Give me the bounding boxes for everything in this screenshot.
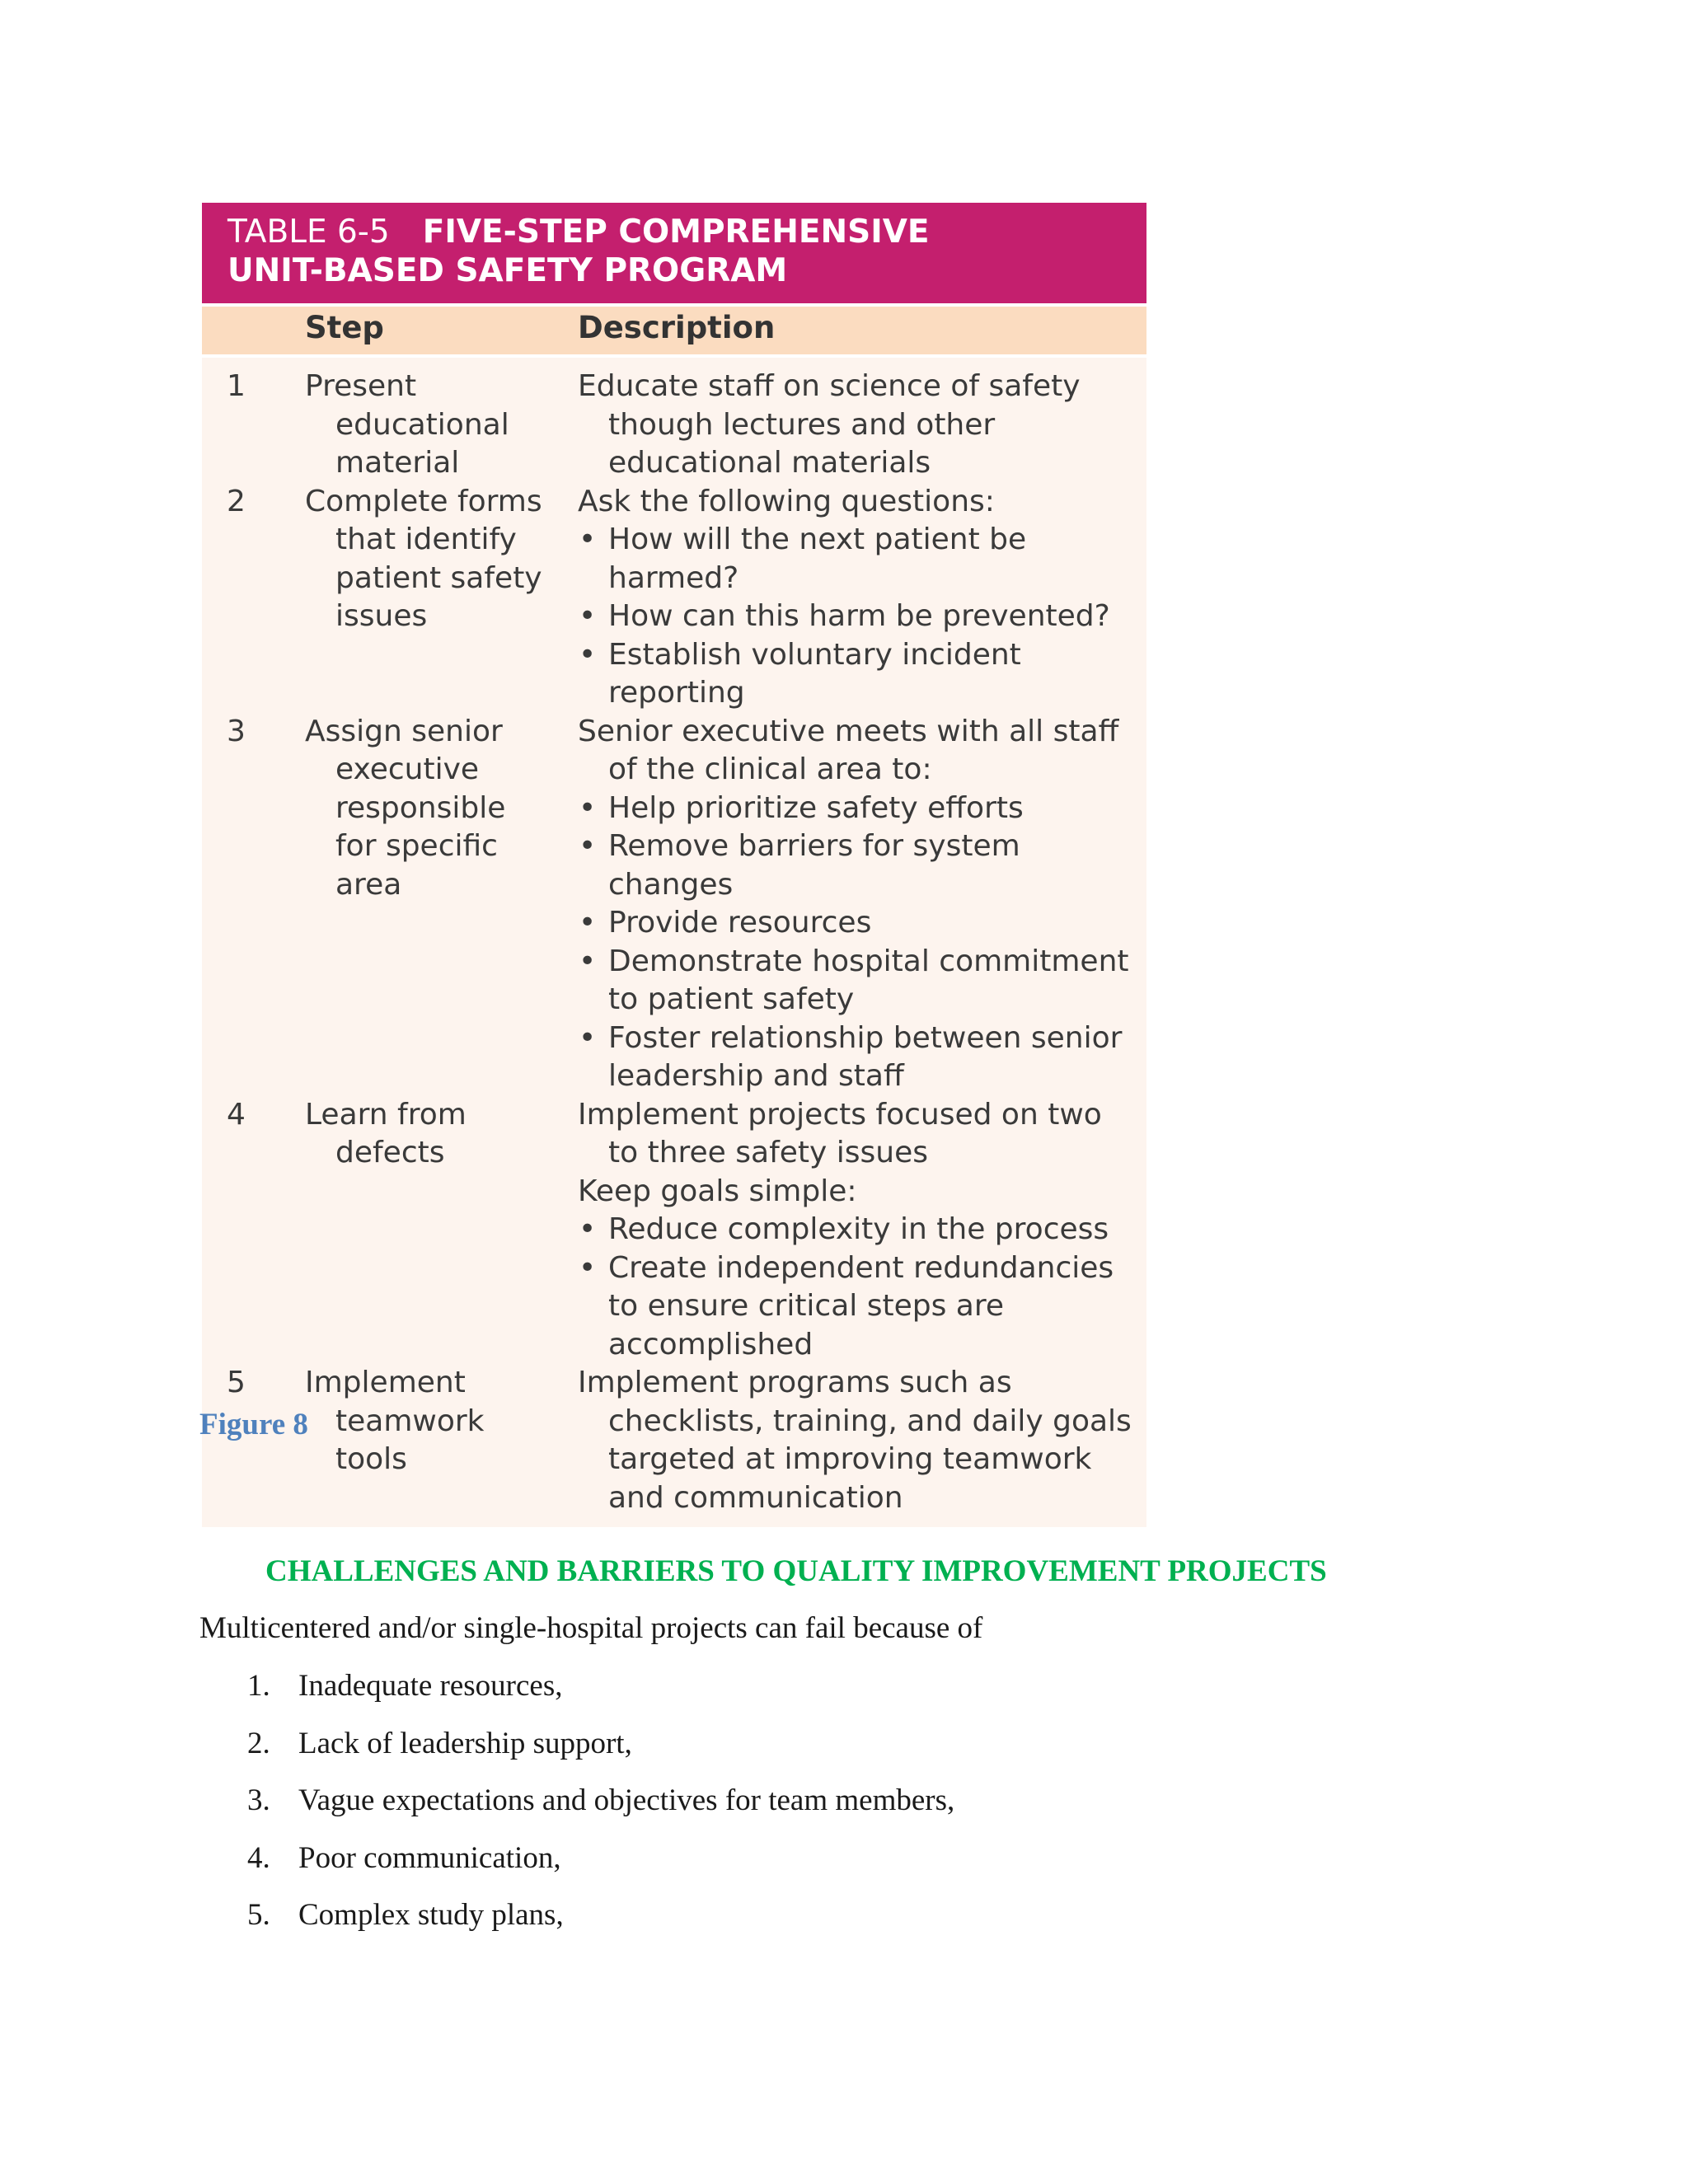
list-item xyxy=(247,1783,954,1840)
step-name-line: Implement xyxy=(305,1366,466,1399)
table-figure xyxy=(202,203,1146,1527)
step-name xyxy=(301,483,578,713)
step-name-line: Complete forms xyxy=(305,484,542,518)
description-bullet: • Foster relationship between senior leadership and staff xyxy=(578,1019,1138,1096)
step-name-line: material xyxy=(335,446,460,480)
table-title-line2: UNIT-BASED SAFETY PROGRAM xyxy=(227,252,788,289)
step-name-line: teamwork xyxy=(335,1404,485,1438)
description-bullet: • Demonstrate hospital commitment to patient safety xyxy=(578,943,1138,1019)
step-number: 2 xyxy=(227,484,246,518)
list-item-text: Complex study plans, xyxy=(298,1898,564,1932)
description-text: Implement projects focused on two to three safety issues xyxy=(578,1097,1102,1169)
list-item-text: Poor communication, xyxy=(298,1840,561,1875)
intro-paragraph: Multicentered and/or single-hospital projects can fail because of xyxy=(199,1611,983,1645)
step-name xyxy=(301,713,578,1096)
description-bullet: • Help prioritize safety efforts xyxy=(578,790,1138,828)
step-description xyxy=(578,713,1146,1096)
step-description xyxy=(578,483,1146,713)
column-header-description: Description xyxy=(578,310,776,345)
table-title xyxy=(202,203,1146,303)
section-heading: CHALLENGES AND BARRIERS TO QUALITY IMPROVEMENT PROJECTS xyxy=(265,1554,1327,1588)
step-description xyxy=(578,1096,1146,1365)
table-row xyxy=(202,713,1146,1096)
table-body xyxy=(202,354,1146,1527)
table-number: TABLE 6-5 xyxy=(227,213,390,251)
description-text: Implement programs such as checklists, training, and daily goals targeted at improving teamwork and communication xyxy=(578,1366,1132,1515)
list-item-text: Lack of leadership support, xyxy=(298,1726,632,1760)
description-text: Ask the following questions: xyxy=(578,484,995,518)
table-row xyxy=(202,483,1146,713)
list-item-number: 1. xyxy=(247,1669,270,1703)
step-name-line: that identify xyxy=(335,523,517,556)
step-name xyxy=(301,1364,578,1517)
step-name-line: patient safety xyxy=(335,560,542,595)
table-column-header xyxy=(202,303,1146,354)
list-item-text: Inadequate resources, xyxy=(298,1669,563,1703)
list-item xyxy=(247,1726,954,1783)
step-name-line: issues xyxy=(335,599,428,633)
list-item-text: Vague expectations and objectives for team members, xyxy=(298,1783,955,1817)
step-name-line: area xyxy=(335,867,402,902)
list-item xyxy=(247,1840,954,1898)
step-name-line: Assign senior xyxy=(305,714,503,748)
table-title-text-1: FIVE-STEP COMPREHENSIVE xyxy=(422,213,930,251)
list-item xyxy=(247,1668,954,1726)
table-row xyxy=(202,1096,1146,1365)
step-name-line: Present xyxy=(305,369,417,403)
column-header-step: Step xyxy=(305,310,384,345)
step-name-line: educational xyxy=(335,407,509,442)
step-number: 1 xyxy=(227,369,246,403)
step-name-line: executive xyxy=(335,752,480,786)
description-text: Educate staff on science of safety though lectures and other educational materials xyxy=(578,369,1081,480)
figure-caption: Figure 8 xyxy=(199,1408,308,1441)
step-name xyxy=(301,1096,578,1365)
description-bullet: • Reduce complexity in the process xyxy=(578,1211,1138,1249)
step-name-line: defects xyxy=(335,1136,445,1169)
list-item-number: 5. xyxy=(247,1898,270,1932)
description-bullet: • Provide resources xyxy=(578,904,1138,943)
description-bullet: • Create independent redundancies to ensure critical steps are accomplished xyxy=(578,1249,1138,1365)
step-name xyxy=(301,368,578,483)
step-name-line: for specific xyxy=(335,829,498,863)
list-item xyxy=(247,1897,954,1955)
reasons-list xyxy=(247,1668,954,1955)
description-bullet: • Establish voluntary incident reporting xyxy=(578,636,1138,713)
step-description xyxy=(578,368,1146,483)
table-row xyxy=(202,368,1146,483)
step-description xyxy=(578,1364,1146,1517)
table-row xyxy=(202,1364,1146,1517)
table-title-line1 xyxy=(227,213,1146,251)
list-item-number: 2. xyxy=(247,1726,270,1760)
step-name-line: responsible xyxy=(335,790,506,825)
description-bullet: • Remove barriers for system changes xyxy=(578,827,1138,904)
step-number: 3 xyxy=(227,714,246,748)
step-number: 5 xyxy=(227,1366,246,1399)
step-name-line: Learn from xyxy=(305,1097,467,1132)
description-text: Senior executive meets with all staff of the clinical area to: xyxy=(578,714,1119,786)
list-item-number: 4. xyxy=(247,1840,270,1875)
description-bullet: • How can this harm be prevented? xyxy=(578,598,1138,636)
step-number: 4 xyxy=(227,1097,246,1132)
description-bullet: • How will the next patient be harmed? xyxy=(578,521,1138,598)
list-item-number: 3. xyxy=(247,1783,270,1817)
step-name-line: tools xyxy=(335,1442,407,1476)
description-text: Keep goals simple: xyxy=(578,1174,857,1208)
